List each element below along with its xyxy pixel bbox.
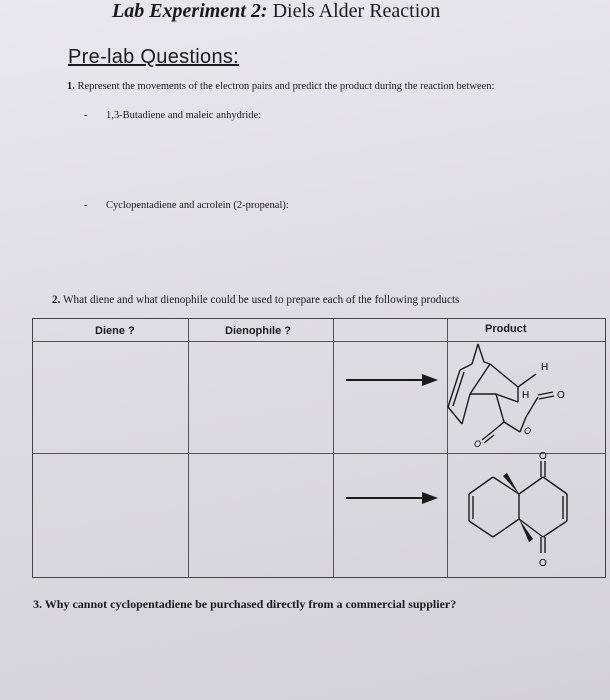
atom-label-o: O [474, 439, 482, 449]
section-heading: Pre-lab Questions: [68, 46, 240, 68]
question-2 [52, 294, 459, 306]
bullet-marker: - [84, 110, 88, 121]
question-2-text: What diene and what dienophile could be used to prepare each of the following products [63, 294, 460, 306]
header-diene: Diene ? [95, 325, 135, 337]
bullet-marker: - [84, 200, 88, 211]
diene-answer-cell-2[interactable] [33, 454, 188, 578]
diene-answer-cell-1[interactable] [33, 342, 188, 453]
diene-dienophile-table [32, 318, 606, 578]
reaction-arrow [346, 373, 438, 387]
question-3-number: 3. [33, 597, 42, 611]
atom-label-o: O [524, 426, 532, 436]
title-rest: Diels Alder Reaction [272, 0, 441, 22]
question-1-bullet [84, 110, 261, 121]
question-1-text: Represent the movements of the electron pairs and predict the product during the reaction between: [77, 81, 495, 92]
question-1-bullet [84, 200, 289, 211]
atom-label-o: O [539, 451, 547, 462]
product-structure-2 [453, 449, 593, 579]
reaction-arrow [346, 491, 438, 505]
question-1 [67, 80, 557, 93]
dienophile-answer-cell-2[interactable] [189, 454, 333, 578]
bullet-text: 1,3-Butadiene and maleic anhydride: [106, 110, 262, 121]
question-2-number: 2. [52, 294, 61, 306]
question-1-number: 1. [67, 81, 75, 92]
title-experiment: Experiment 2: [149, 0, 268, 22]
bullet-text: Cyclopentadiene and acrolein (2-propenal): [106, 200, 289, 211]
page-title [112, 0, 440, 23]
atom-label-o: O [557, 390, 565, 401]
question-3 [33, 597, 456, 612]
question-3-text: Why cannot cyclopentadiene be purchased directly from a commercial supplier? [44, 597, 457, 611]
product-structure-1 [438, 342, 598, 452]
title-lab: Lab [112, 0, 145, 22]
atom-label-o: O [539, 558, 547, 569]
atom-label-h: H [522, 390, 530, 401]
atom-label-h: H [541, 362, 549, 373]
header-product: Product [485, 323, 527, 335]
column-divider [333, 319, 334, 577]
header-dienophile: Dienophile ? [225, 325, 291, 337]
dienophile-answer-cell-1[interactable] [189, 342, 333, 453]
